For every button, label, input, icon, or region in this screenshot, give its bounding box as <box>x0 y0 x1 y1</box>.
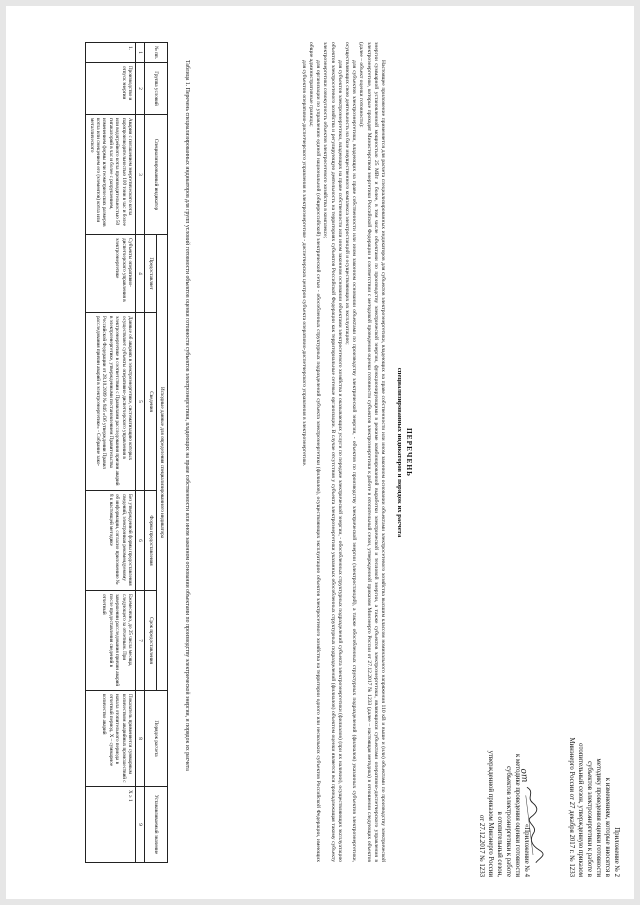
appendix-line: к методике проведения оценки готовности <box>514 753 522 877</box>
table-row <box>86 43 136 863</box>
intro-paragraph: для субъектов оперативно-диспетчерского управления в электроэнергетике - диспетчерских центров субъекта оперативно-диспетчерского управления в электроэнергетике. <box>300 60 307 467</box>
column-number: 8 <box>135 691 144 787</box>
title-block <box>394 6 414 899</box>
column-number: 3 <box>135 115 144 235</box>
column-number: 7 <box>135 591 144 691</box>
row-group: Производство и отпуск энергии <box>86 63 136 115</box>
intro-paragraph: Настоящее приложение применяется для расчета специализированных индикаторов для субъектов электроэнергетики, владеющих на праве собственности или ином законном основании объектами электросетевого хозяйства высшим классом номинального напряжения 110 кВ и выше и (или) объектами по производству электрической энергии суммарной установленной мощностью 25 МВт и более, в том числе объектами по производству электрической энергии, функционирующими в режиме комбинированной выработки электрической и тепловой энергии, а также субъектов электроэнергетики, являющихся субъектами оперативно-диспетчерского управления в электроэнергетике, которые проходят Министерством энергетики Российской Федерации в соответствии с методикой проведения оценки готовности субъектов электроэнергетики к работе в отопительный сезон, утвержденной приказом Минэнерго России от 27.12.2017 № 1233 (далее – настоящая методика) в отношении следующих объектов (далее – объект оценки готовности): <box>358 42 386 862</box>
appendix-line: в отопительный сезон, <box>496 811 504 877</box>
document-subtitle: специализированных индикаторов и порядок их расчета <box>395 367 403 538</box>
row-form: Без утвержденной формы предоставления сведений, электронная рекомендуемому об информации, согласно приложению № 8 к настоящей методике <box>86 491 136 591</box>
appendix-line: методику проведения оценки готовности <box>595 758 603 877</box>
appendix-2-header <box>566 737 620 877</box>
table-caption: Таблица 1. Перечень специализированных индикаторов для групп условий готовности объектов оценки готовности субъектов электроэнергетики, владеющих на праве собственности или ином законном основании объектами по производству электрической энергии, и порядок их расчета <box>184 60 190 771</box>
header-indicator: Специализированный индикатор <box>145 115 168 235</box>
appendix-line: «Приложение № 4 <box>523 823 530 877</box>
header-info: Сведения <box>145 313 156 491</box>
row-num: 1. <box>86 43 136 63</box>
intro-paragraph: для субъектов электроэнергетики, владеющих на праве собственности или ином законном основании объектами электросетевого хозяйства и оказывающих услуги по передаче электрической энергии, - обособленных структурных подразделений субъекта электроэнергетики (филиалов) (при их наличии), осуществляющих эксплуатацию объектов электросетевого хозяйства и регулирующую деятельность на территориях субъектов Российской Федерации как территориальные сетевые организации. В случае отсутствия у субъекта электроэнергетики указанных обособленных структурных подразделений (филиалов) объектом оценки является вся принадлежащая такому субъекту электроэнергетики совокупность объектов электросетевого хозяйства в комплексе; <box>322 42 343 862</box>
row-calc: Показатель применяется суммарным количеством аварийных происшествий с начала отопительного периода в отчетный период. X – суммарное количество аварий <box>86 691 136 787</box>
header-threshold: Устанавливаемый значение <box>145 787 168 863</box>
appendix-line: отопительный сезон, утвержденную приказом <box>577 743 585 877</box>
rotated-content <box>6 6 634 899</box>
column-number: 2 <box>135 63 144 115</box>
column-number: 1 <box>135 43 144 63</box>
header-provider: Предоставляет <box>145 235 156 313</box>
appendix-line: Минэнерго России от 27 декабря 2017 г. № 1233 <box>568 737 576 877</box>
intro-paragraph: для субъектов электроэнергетики, владеющих на праве собственности или ином законном основании объектами по производству электрической энергии, - объектов по производству электрической энергии (электростанций), а также обособленных структурных подразделений (филиалов) указанных субъектов электроэнергетики, осуществляющих свою деятельность на базе имущественного комплекса электростанций и осуществляющих их эксплуатацию; <box>343 42 358 862</box>
column-number: 4 <box>135 235 144 313</box>
header-deadline: Срок предоставления <box>145 591 156 691</box>
column-number: 5 <box>135 313 144 491</box>
row-indicator: Аварии с погашением энергетического котла паропроизводительностью 100 тонн в час и более или водогрейного котла производительностью 50 гигакалорий в час и более с разрушением, изменением формы или геометрических размеров котла или смещением его (элементов) котла или металлического <box>86 115 136 235</box>
appendix-line: к изменениям, которые вносятся в <box>604 777 612 877</box>
header-source-data: Исходные данные для определения специализированного индикатора <box>156 235 167 691</box>
row-threshold: X ≥ 1 <box>86 787 136 863</box>
appendix-line: субъектов электроэнергетики к работе <box>505 766 513 877</box>
appendix-line: утвержденной приказом Минэнерго России <box>487 750 495 877</box>
document-title: ПЕРЕЧЕНЬ <box>405 427 414 478</box>
header-group: Группа условий <box>145 63 168 115</box>
intro-paragraph: для организации по управлению единой национальной (общероссийской) электрической сетью - обособленных структурных подразделений субъекта электроэнергетики (филиалов), осуществляющих эксплуатацию объектов электросетевого хозяйства на территории одного или нескольких субъектов Российской Федерации, имеющих общие административные границы; <box>307 42 322 862</box>
appendix-4-header <box>476 751 530 877</box>
row-deadline: Ежемесячно, до 25 числа месяца, следующего за отчетным. При завершении расследования причин аварий после предоставления сведений в отчетный <box>86 591 136 691</box>
intro-text <box>300 42 386 862</box>
document-page <box>6 6 634 899</box>
column-number-row <box>135 43 144 863</box>
column-number: 6 <box>135 491 144 591</box>
appendix-line: субъектов электроэнергетики к работе в <box>586 761 594 877</box>
header-calc: Порядок расчета <box>145 691 168 787</box>
header-num: № пп. <box>145 43 168 63</box>
row-info: Данные об авариях в электроэнергетике, систематизацию которых осуществляет субъекты оперативно-диспетчерского управления в электроэнергетике в соответствии с Правилами расследования причин аварий в электроэнергетике, утвержденными постановлением Правительства Российской Федерации от 28.10.2009 № 846 «Об утверждении Правил расследования причин аварий в электроэнергетике» - Собрание зако- <box>86 313 136 491</box>
header-form: Форма предоставления <box>145 491 156 591</box>
signature-prefix: от <box>517 768 530 784</box>
column-number: 9 <box>135 787 144 863</box>
indicators-table <box>85 42 168 863</box>
appendix-line: Приложение № 2 <box>613 827 620 877</box>
row-provider: Субъекты оперативно-диспетчерского управления в электроэнергетике <box>86 235 136 313</box>
appendix-line: от 27.12.2017 № 1233 <box>478 814 486 877</box>
table-header-row <box>156 43 167 863</box>
